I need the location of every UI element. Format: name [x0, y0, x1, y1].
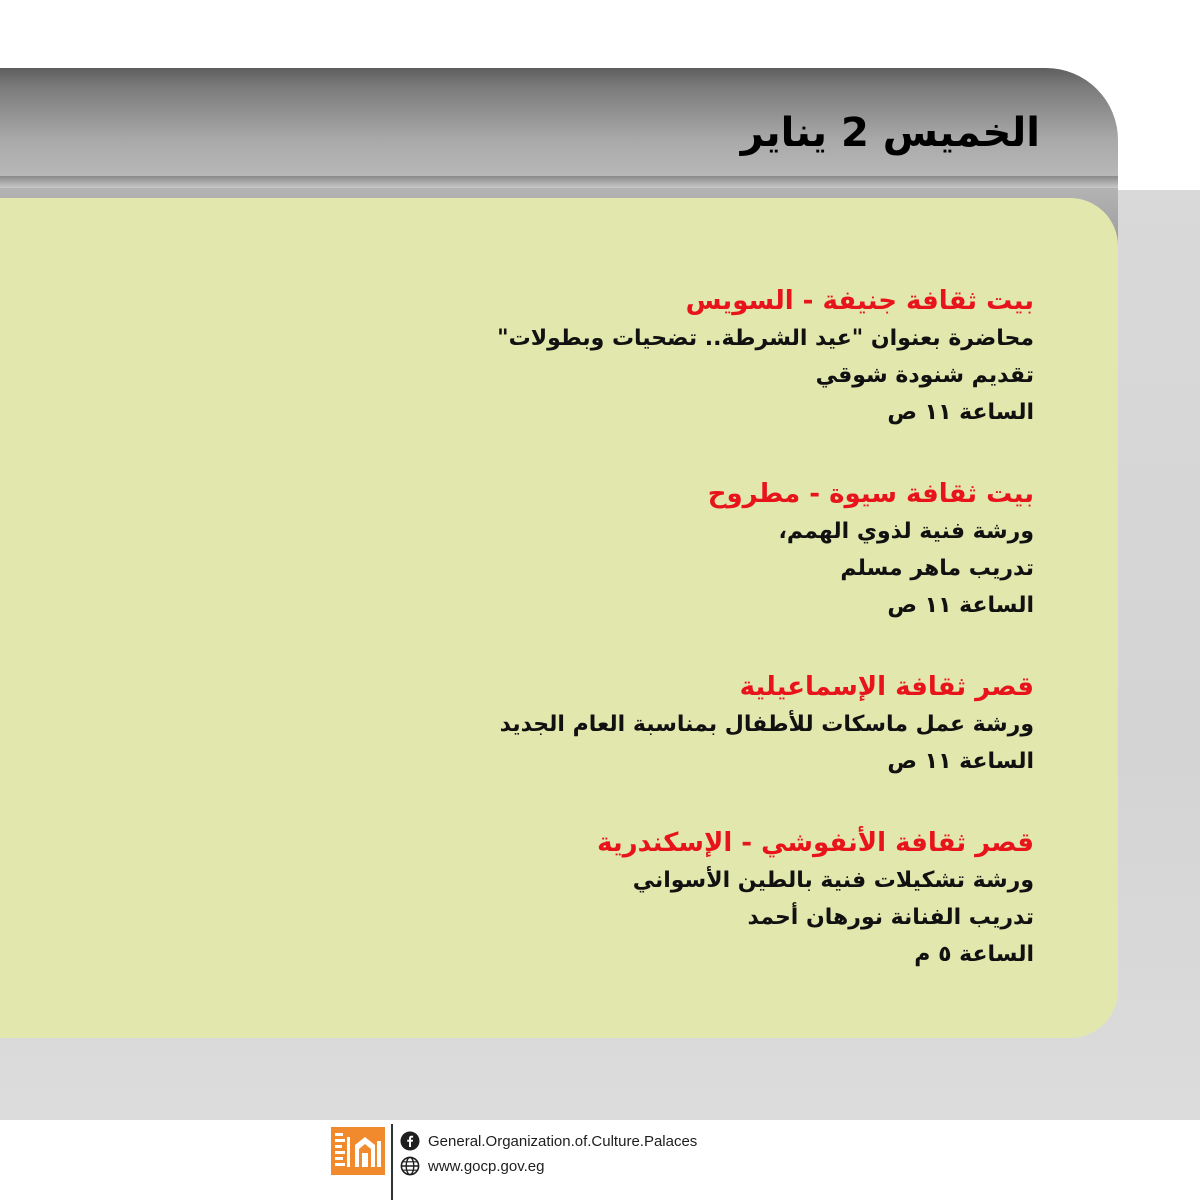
facebook-icon: [400, 1131, 420, 1151]
facebook-link[interactable]: [400, 1130, 697, 1152]
event-time: الساعة ٥ م: [914, 942, 1034, 967]
page-title: الخميس 2 يناير: [740, 110, 1040, 156]
event-venue: قصر ثقافة الأنفوشي - الإسكندرية: [597, 828, 1034, 858]
gocp-logo-icon: [331, 1127, 385, 1175]
events-list: [334, 282, 1034, 973]
event-item: [334, 475, 1034, 624]
globe-icon: [400, 1156, 420, 1176]
event-description: ورشة تشكيلات فنية بالطين الأسواني: [632, 868, 1034, 893]
footer-divider: [391, 1124, 393, 1200]
website-link[interactable]: [400, 1155, 544, 1177]
event-item: [334, 668, 1034, 780]
event-venue: قصر ثقافة الإسماعيلية: [739, 672, 1034, 702]
event-description: محاضرة بعنوان "عيد الشرطة.. تضحيات وبطولات": [497, 326, 1034, 351]
event-item: [334, 824, 1034, 973]
event-time: الساعة ١١ ص: [887, 593, 1034, 618]
website-text: www.gocp.gov.eg: [428, 1157, 545, 1175]
event-venue: بيت ثقافة سيوة - مطروح: [707, 479, 1034, 509]
event-description: ورشة فنية لذوي الهمم،: [778, 519, 1034, 544]
event-time: الساعة ١١ ص: [887, 400, 1034, 425]
event-description: ورشة عمل ماسكات للأطفال بمناسبة العام الجديد: [499, 712, 1034, 737]
event-venue: بيت ثقافة جنيفة - السويس: [685, 286, 1034, 316]
event-presenter: تقديم شنودة شوقي: [815, 363, 1034, 388]
facebook-text: General.Organization.of.Culture.Palaces: [428, 1132, 698, 1150]
event-item: [334, 282, 1034, 431]
event-presenter: تدريب الفنانة نورهان أحمد: [747, 905, 1034, 930]
event-time: الساعة ١١ ص: [887, 749, 1034, 774]
event-presenter: تدريب ماهر مسلم: [840, 556, 1034, 581]
